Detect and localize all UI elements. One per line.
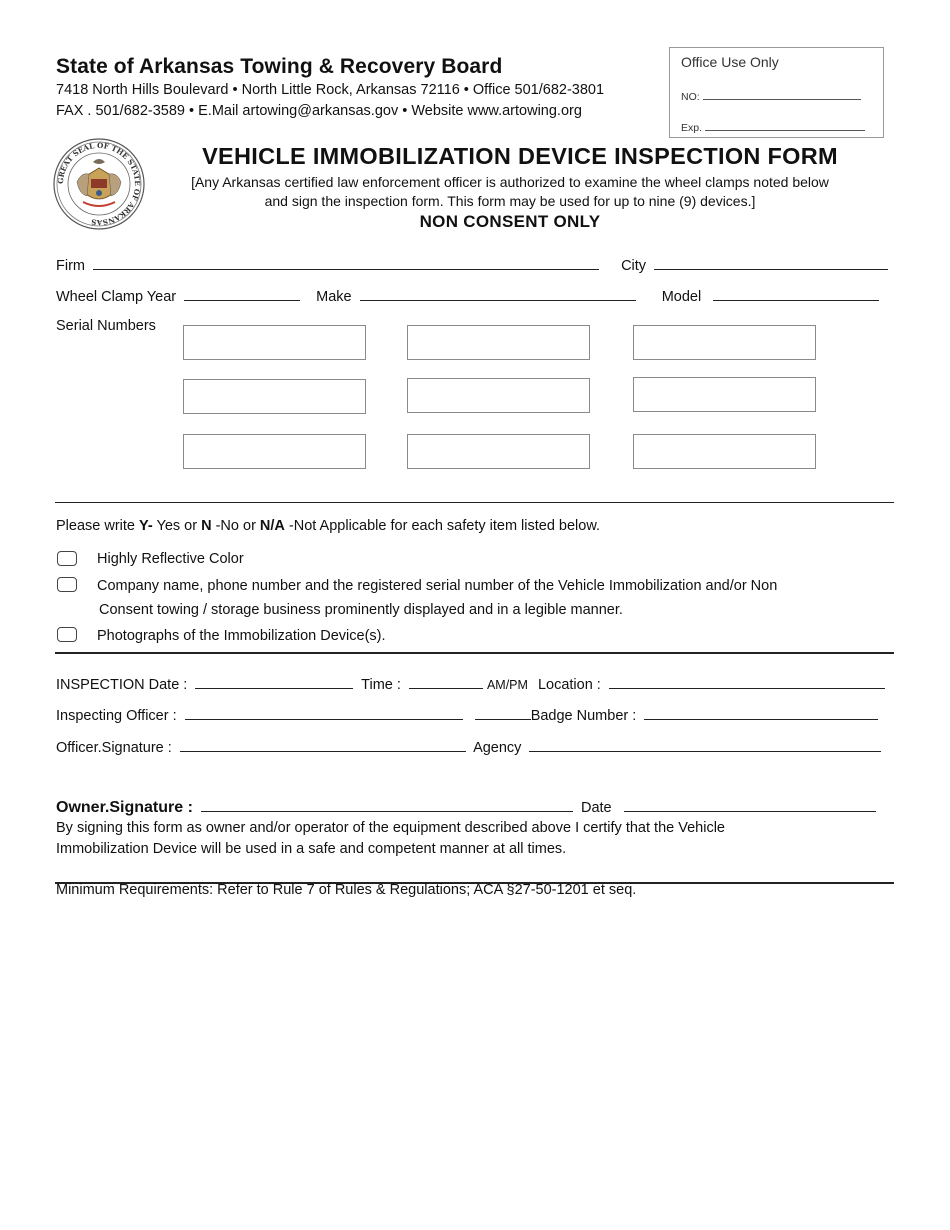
wheel-clamp-year-field[interactable]	[184, 286, 300, 301]
serial-box-8[interactable]	[407, 434, 590, 469]
owner-date-label: Date	[580, 800, 612, 816]
checkbox-photographs[interactable]	[57, 627, 77, 642]
officer-row	[56, 705, 882, 724]
firm-label: Firm	[56, 258, 85, 274]
location-field[interactable]	[609, 674, 885, 689]
label-company-info-cont: Consent towing / storage business prominently displayed and in a legible manner.	[99, 602, 623, 618]
officer-signature-field[interactable]	[180, 737, 466, 752]
clamp-row	[56, 286, 883, 305]
instr-y: Y-	[139, 518, 153, 534]
owner-cert-line1: By signing this form as owner and/or operator of the equipment described above I certify that the Vehicle	[56, 820, 725, 836]
owner-signature-field[interactable]	[201, 797, 573, 812]
office-use-title: Office Use Only	[681, 54, 779, 70]
location-label: Location :	[537, 677, 601, 693]
inspection-date-label: INSPECTION Date :	[56, 677, 188, 693]
office-exp-label: Exp.	[681, 122, 703, 134]
contact-line: FAX . 501/682-3589 • E.Mail artowing@arkansas.gov • Website www.artowing.org	[56, 103, 582, 119]
city-label: City	[621, 258, 647, 274]
serial-box-3[interactable]	[633, 325, 816, 360]
safety-instructions	[56, 518, 600, 534]
office-use-box	[669, 47, 884, 138]
instr-text: Please write	[56, 518, 140, 534]
instr-yes: Yes or	[152, 518, 202, 534]
office-exp-line	[705, 119, 865, 131]
make-label: Make	[316, 289, 352, 305]
firm-field[interactable]	[93, 255, 599, 270]
serial-box-1[interactable]	[183, 325, 366, 360]
badge-number-label: Badge Number :	[530, 708, 637, 724]
label-photographs: Photographs of the Immobilization Device(s).	[97, 628, 386, 644]
office-no-line	[703, 88, 861, 100]
model-field[interactable]	[713, 286, 879, 301]
officer-signature-label: Officer.Signature :	[56, 740, 172, 756]
form-title: VEHICLE IMMOBILIZATION DEVICE INSPECTION FORM	[202, 143, 838, 169]
instr-na: N/A	[259, 518, 285, 534]
city-field[interactable]	[654, 255, 888, 270]
instr-na-text: -Not Applicable for each safety item listed below.	[284, 518, 601, 534]
serial-numbers-label: Serial Numbers	[56, 318, 156, 334]
board-name: State of Arkansas Towing & Recovery Board	[56, 55, 503, 78]
owner-signature-label: Owner.Signature :	[56, 799, 193, 816]
minimum-requirements: Minimum Requirements: Refer to Rule 7 of Rules & Regulations; ACA §27-50-1201 et seq.	[56, 882, 637, 898]
model-label: Model	[661, 289, 702, 305]
ampm-label: AM/PM	[486, 678, 528, 692]
inspection-row	[56, 674, 889, 693]
instr-no: -No or	[211, 518, 260, 534]
inspection-date-field[interactable]	[195, 674, 353, 689]
owner-date-field[interactable]	[624, 797, 876, 812]
inspecting-officer-label: Inspecting Officer :	[56, 708, 177, 724]
badge-number-field[interactable]	[644, 705, 878, 720]
office-no-label: NO:	[681, 91, 700, 103]
section-divider-2	[55, 652, 894, 654]
inspecting-officer-field[interactable]	[185, 705, 463, 720]
label-reflective-color: Highly Reflective Color	[97, 551, 244, 567]
serial-box-7[interactable]	[183, 434, 366, 469]
serial-box-6[interactable]	[633, 377, 816, 412]
officer-extra-line[interactable]	[475, 705, 531, 720]
time-label: Time :	[361, 677, 401, 693]
officer-signature-row	[56, 737, 885, 756]
seal-ring-text: GREAT SEAL OF THE STATE OF ARKANSAS	[55, 140, 143, 228]
owner-cert-line2: Immobilization Device will be used in a safe and competent manner at all times.	[56, 841, 567, 857]
instr-n: N	[201, 518, 212, 534]
serial-box-4[interactable]	[183, 379, 366, 414]
agency-label: Agency	[473, 740, 522, 756]
office-no-field[interactable]	[681, 88, 861, 103]
label-company-info: Company name, phone number and the registered serial number of the Vehicle Immobilization and/or Non	[97, 578, 778, 594]
checkbox-company-info[interactable]	[57, 577, 77, 592]
state-seal-icon	[53, 138, 145, 230]
serial-box-9[interactable]	[633, 434, 816, 469]
firm-row	[56, 255, 892, 274]
make-field[interactable]	[360, 286, 636, 301]
serial-box-5[interactable]	[407, 378, 590, 413]
form-note-line1: [Any Arkansas certified law enforcement officer is authorized to examine the wheel clamps noted below	[191, 174, 829, 190]
section-divider-1	[55, 502, 894, 503]
time-field[interactable]	[409, 674, 483, 689]
owner-signature-row	[56, 797, 880, 817]
office-exp-field[interactable]	[681, 119, 865, 134]
wheel-clamp-year-label: Wheel Clamp Year	[56, 289, 177, 305]
address-line: 7418 North Hills Boulevard • North Little Rock, Arkansas 72116 • Office 501/682-3801	[56, 82, 605, 98]
form-note-line2: and sign the inspection form. This form may be used for up to nine (9) devices.]	[264, 193, 756, 209]
checkbox-reflective-color[interactable]	[57, 551, 77, 566]
non-consent-label: NON CONSENT ONLY	[419, 212, 601, 231]
agency-field[interactable]	[529, 737, 881, 752]
serial-box-2[interactable]	[407, 325, 590, 360]
